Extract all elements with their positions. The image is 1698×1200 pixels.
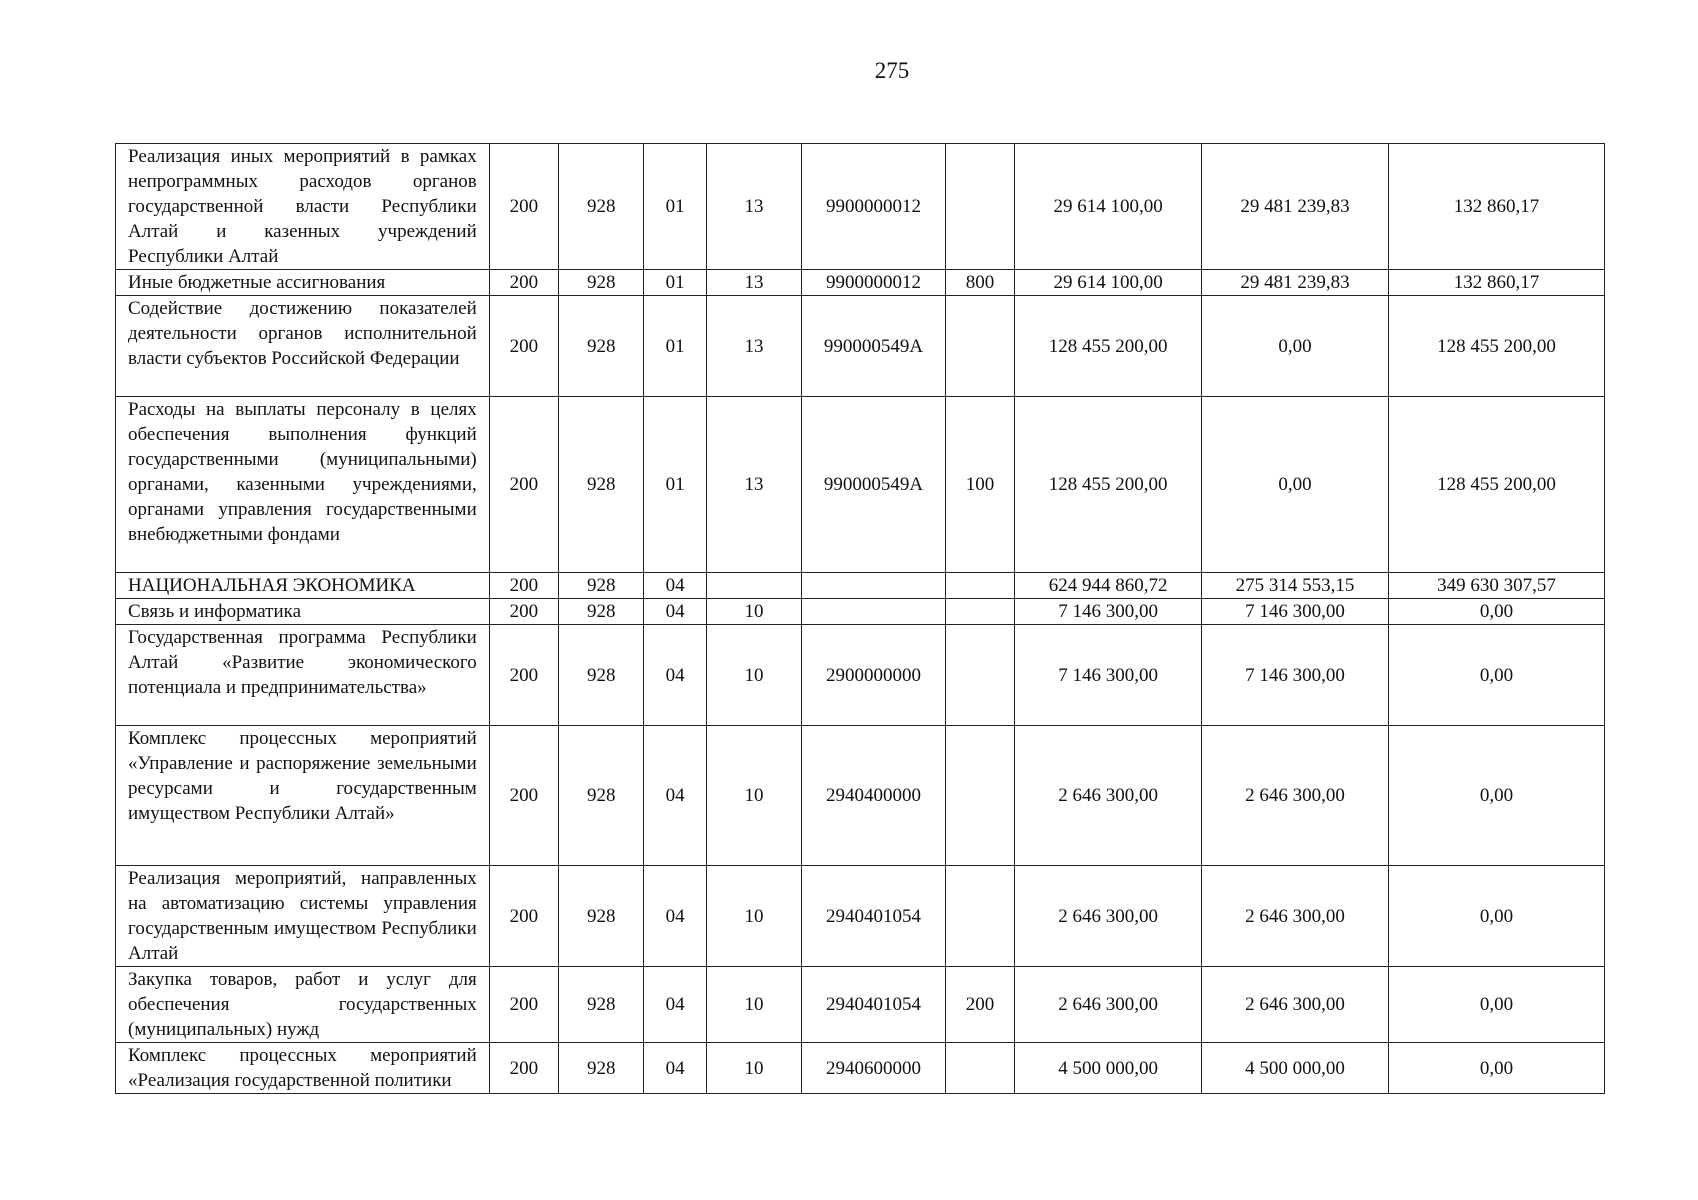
cell-subsection-code: 13 xyxy=(706,270,801,296)
row-name: Реализация иных мероприятий в рамках непрограммных расходов органов государственной власти Республики Алтай и казенных учреждений Республики Алтай xyxy=(116,144,490,270)
cell-expense-type: 200 xyxy=(945,967,1014,1043)
cell-planned: 4 500 000,00 xyxy=(1015,1043,1202,1094)
cell-admin-code: 200 xyxy=(489,726,558,866)
cell-planned: 2 646 300,00 xyxy=(1015,967,1202,1043)
cell-section-code: 04 xyxy=(644,1043,706,1094)
table-row xyxy=(116,144,1605,270)
cell-target-article: 990000549A xyxy=(802,296,946,397)
cell-section-code: 04 xyxy=(644,866,706,967)
cell-planned: 128 455 200,00 xyxy=(1015,296,1202,397)
row-name: Государственная программа Республики Алтай «Развитие экономического потенциала и предпринимательства» xyxy=(116,625,490,726)
cell-subsection-code: 13 xyxy=(706,397,801,573)
cell-expense-type xyxy=(945,296,1014,397)
cell-subsection-code: 10 xyxy=(706,599,801,625)
cell-ministry-code: 928 xyxy=(559,296,644,397)
cell-ministry-code: 928 xyxy=(559,625,644,726)
row-name: Комплекс процессных мероприятий «Управление и распоряжение земельными ресурсами и государственным имуществом Республики Алтай» xyxy=(116,726,490,866)
row-name: Связь и информатика xyxy=(116,599,490,625)
cell-executed: 275 314 553,15 xyxy=(1202,573,1389,599)
cell-remainder: 132 860,17 xyxy=(1388,270,1604,296)
cell-section-code: 01 xyxy=(644,296,706,397)
cell-executed: 0,00 xyxy=(1202,397,1389,573)
cell-executed: 7 146 300,00 xyxy=(1202,625,1389,726)
cell-executed: 29 481 239,83 xyxy=(1202,144,1389,270)
table-row xyxy=(116,599,1605,625)
row-name: Комплекс процессных мероприятий «Реализация государственной политики xyxy=(116,1043,490,1094)
page-number: 275 xyxy=(874,58,910,83)
cell-planned: 29 614 100,00 xyxy=(1015,270,1202,296)
cell-ministry-code: 928 xyxy=(559,866,644,967)
cell-target-article: 2940401054 xyxy=(802,866,946,967)
cell-subsection-code: 10 xyxy=(706,866,801,967)
cell-remainder: 0,00 xyxy=(1388,967,1604,1043)
cell-admin-code: 200 xyxy=(489,296,558,397)
cell-ministry-code: 928 xyxy=(559,599,644,625)
table-row xyxy=(116,726,1605,866)
cell-planned: 7 146 300,00 xyxy=(1015,625,1202,726)
cell-planned: 2 646 300,00 xyxy=(1015,726,1202,866)
cell-admin-code: 200 xyxy=(489,573,558,599)
cell-executed: 0,00 xyxy=(1202,296,1389,397)
table-row xyxy=(116,270,1605,296)
cell-target-article: 990000549A xyxy=(802,397,946,573)
cell-remainder: 132 860,17 xyxy=(1388,144,1604,270)
cell-subsection-code: 10 xyxy=(706,625,801,726)
cell-ministry-code: 928 xyxy=(559,397,644,573)
cell-expense-type xyxy=(945,144,1014,270)
cell-admin-code: 200 xyxy=(489,397,558,573)
cell-admin-code: 200 xyxy=(489,1043,558,1094)
cell-section-code: 04 xyxy=(644,599,706,625)
cell-subsection-code: 10 xyxy=(706,967,801,1043)
cell-target-article xyxy=(802,573,946,599)
cell-planned: 128 455 200,00 xyxy=(1015,397,1202,573)
cell-subsection-code: 10 xyxy=(706,1043,801,1094)
cell-expense-type xyxy=(945,1043,1014,1094)
cell-section-code: 01 xyxy=(644,397,706,573)
table-row xyxy=(116,296,1605,397)
cell-remainder: 128 455 200,00 xyxy=(1388,296,1604,397)
cell-ministry-code: 928 xyxy=(559,573,644,599)
cell-executed: 2 646 300,00 xyxy=(1202,726,1389,866)
cell-executed: 2 646 300,00 xyxy=(1202,967,1389,1043)
cell-executed: 2 646 300,00 xyxy=(1202,866,1389,967)
cell-admin-code: 200 xyxy=(489,144,558,270)
row-name: Реализация мероприятий, направленных на автоматизацию системы управления государственным имуществом Республики Алтай xyxy=(116,866,490,967)
cell-ministry-code: 928 xyxy=(559,726,644,866)
cell-ministry-code: 928 xyxy=(559,144,644,270)
cell-subsection-code: 10 xyxy=(706,726,801,866)
table-row xyxy=(116,967,1605,1043)
cell-executed: 4 500 000,00 xyxy=(1202,1043,1389,1094)
cell-target-article: 9900000012 xyxy=(802,270,946,296)
cell-target-article: 2940600000 xyxy=(802,1043,946,1094)
budget-table xyxy=(115,143,1605,1094)
cell-ministry-code: 928 xyxy=(559,967,644,1043)
cell-section-code: 04 xyxy=(644,625,706,726)
cell-executed: 7 146 300,00 xyxy=(1202,599,1389,625)
cell-expense-type xyxy=(945,599,1014,625)
cell-remainder: 0,00 xyxy=(1388,1043,1604,1094)
cell-section-code: 04 xyxy=(644,967,706,1043)
table-row xyxy=(116,866,1605,967)
cell-admin-code: 200 xyxy=(489,967,558,1043)
cell-subsection-code: 13 xyxy=(706,296,801,397)
cell-planned: 7 146 300,00 xyxy=(1015,599,1202,625)
cell-target-article: 9900000012 xyxy=(802,144,946,270)
cell-ministry-code: 928 xyxy=(559,1043,644,1094)
table-row xyxy=(116,573,1605,599)
cell-target-article: 2940401054 xyxy=(802,967,946,1043)
cell-planned: 624 944 860,72 xyxy=(1015,573,1202,599)
cell-section-code: 01 xyxy=(644,270,706,296)
cell-section-code: 04 xyxy=(644,726,706,866)
cell-remainder: 128 455 200,00 xyxy=(1388,397,1604,573)
cell-admin-code: 200 xyxy=(489,866,558,967)
cell-remainder: 0,00 xyxy=(1388,726,1604,866)
cell-expense-type xyxy=(945,573,1014,599)
cell-expense-type: 800 xyxy=(945,270,1014,296)
row-name: НАЦИОНАЛЬНАЯ ЭКОНОМИКА xyxy=(116,573,490,599)
table-row xyxy=(116,397,1605,573)
cell-remainder: 0,00 xyxy=(1388,625,1604,726)
cell-target-article xyxy=(802,599,946,625)
table-row xyxy=(116,1043,1605,1094)
cell-remainder: 0,00 xyxy=(1388,866,1604,967)
cell-target-article: 2940400000 xyxy=(802,726,946,866)
cell-admin-code: 200 xyxy=(489,599,558,625)
row-name: Иные бюджетные ассигнования xyxy=(116,270,490,296)
cell-section-code: 01 xyxy=(644,144,706,270)
table-row xyxy=(116,625,1605,726)
cell-remainder: 0,00 xyxy=(1388,599,1604,625)
cell-target-article: 2900000000 xyxy=(802,625,946,726)
cell-subsection-code: 13 xyxy=(706,144,801,270)
cell-expense-type xyxy=(945,866,1014,967)
cell-executed: 29 481 239,83 xyxy=(1202,270,1389,296)
row-name: Расходы на выплаты персоналу в целях обеспечения выполнения функций государственными (муниципальными) органами, казенными учреждениями, органами управления государственными внебюджетными фондами xyxy=(116,397,490,573)
cell-expense-type xyxy=(945,625,1014,726)
row-name: Содействие достижению показателей деятельности органов исполнительной власти субъектов Российской Федерации xyxy=(116,296,490,397)
cell-planned: 29 614 100,00 xyxy=(1015,144,1202,270)
cell-admin-code: 200 xyxy=(489,270,558,296)
cell-section-code: 04 xyxy=(644,573,706,599)
cell-remainder: 349 630 307,57 xyxy=(1388,573,1604,599)
cell-subsection-code xyxy=(706,573,801,599)
cell-expense-type: 100 xyxy=(945,397,1014,573)
row-name: Закупка товаров, работ и услуг для обеспечения государственных (муниципальных) нужд xyxy=(116,967,490,1043)
cell-ministry-code: 928 xyxy=(559,270,644,296)
cell-planned: 2 646 300,00 xyxy=(1015,866,1202,967)
cell-expense-type xyxy=(945,726,1014,866)
cell-admin-code: 200 xyxy=(489,625,558,726)
